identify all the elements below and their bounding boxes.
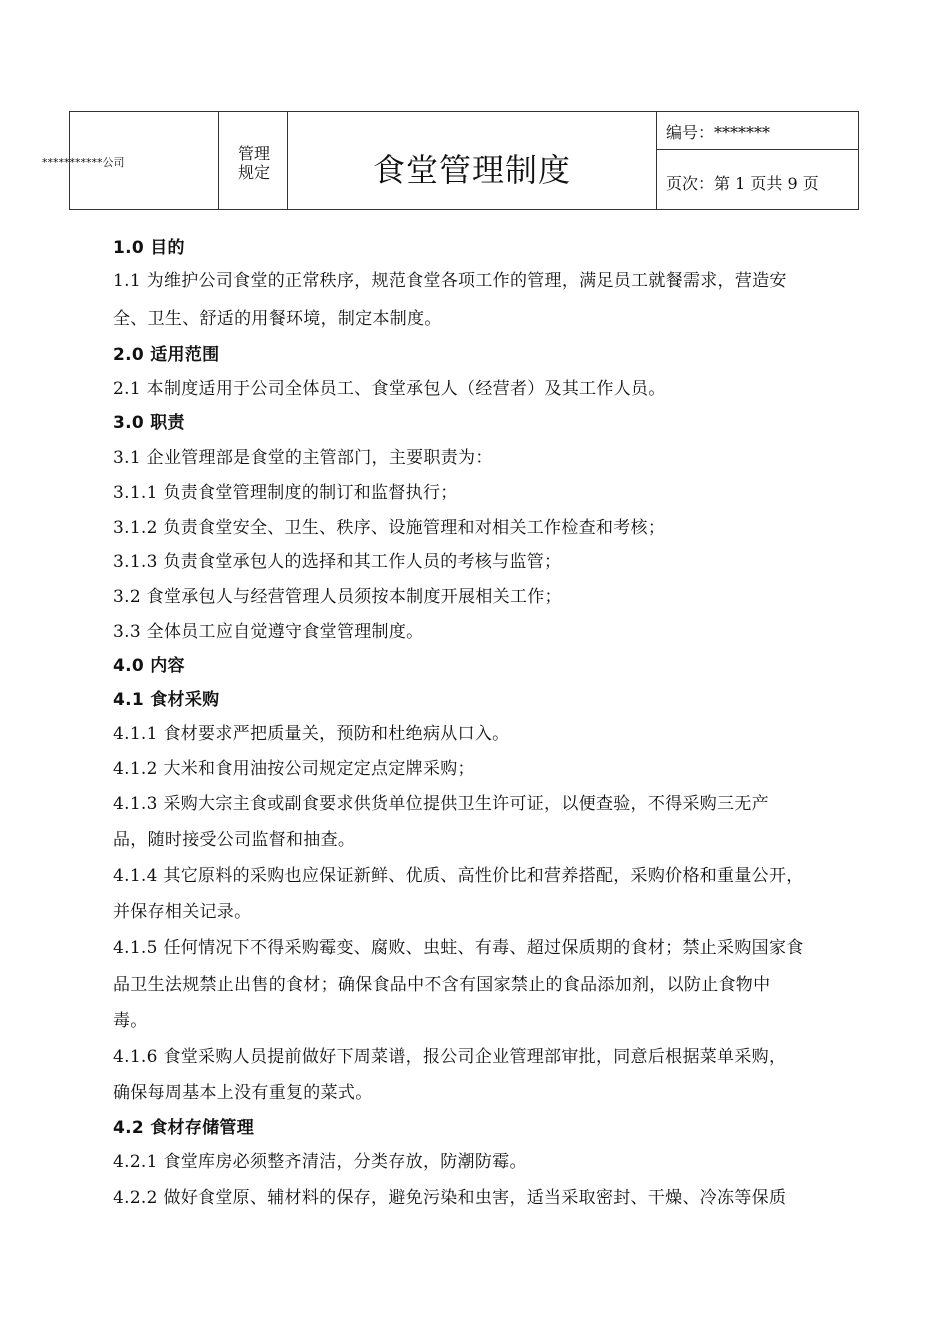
paragraph-line: 毒。 <box>113 1011 148 1031</box>
company-name: ***********公司 <box>42 156 125 169</box>
document-header-table <box>42 111 859 210</box>
title-cell <box>288 112 657 209</box>
page-info-row <box>657 149 858 209</box>
paragraph-line: 3.2 食堂承包人与经营管理人员须按本制度开展相关工作； <box>113 587 562 607</box>
subsection-heading: 4.1 食材采购 <box>113 690 220 710</box>
subsection-heading: 4.2 食材存储管理 <box>113 1118 255 1138</box>
paragraph-line: 4.1.4 其它原料的采购也应保证新鲜、优质、高性价比和营养搭配，采购价格和重量公开， <box>113 866 804 886</box>
paragraph-line: 3.1 企业管理部是食堂的主管部门，主要职责为： <box>113 448 493 468</box>
document-title: 食堂管理制度 <box>372 151 571 189</box>
paragraph-line: 2.1 本制度适用于公司全体员工、食堂承包人（经营者）及其工作人员。 <box>113 379 666 399</box>
section-heading: 3.0 职责 <box>113 413 185 433</box>
paragraph-line: 3.1.2 负责食堂安全、卫生、秩序、设施管理和对相关工作检查和考核； <box>113 518 666 538</box>
paragraph-line: 1.1 为维护公司食堂的正常秩序，规范食堂各项工作的管理，满足员工就餐需求，营造安 <box>113 271 787 291</box>
section-heading: 4.0 内容 <box>113 656 185 676</box>
paragraph-line: 3.3 全体员工应自觉遵守食堂管理制度。 <box>113 622 424 642</box>
paragraph-line: 品，随时接受公司监督和抽查。 <box>113 830 356 850</box>
paragraph-line: 4.2.2 做好食堂原、辅材料的保存，避免污染和虫害，适当采取密封、干燥、冷冻等保质 <box>113 1188 787 1208</box>
meta-cell <box>657 112 858 209</box>
paragraph-line: 3.1.1 负责食堂管理制度的制订和监督执行； <box>113 483 458 503</box>
paragraph-line: 4.1.3 采购大宗主食或副食要求供货单位提供卫生许可证，以便查验，不得采购三无产 <box>113 794 769 814</box>
document-category <box>234 144 274 182</box>
paragraph-line: 品卫生法规禁止出售的食材；确保食品中不含有国家禁止的食品添加剂，以防止食物中 <box>113 975 771 995</box>
category-line-1: 管理 <box>237 144 270 163</box>
paragraph-line: 3.1.3 负责食堂承包人的选择和其工作人员的考核与监管； <box>113 552 562 572</box>
doc-number-row <box>657 112 858 150</box>
category-line-2: 规定 <box>237 163 270 182</box>
paragraph-line: 4.1.5 任何情况下不得采购霉变、腐败、虫蛀、有毒、超过保质期的食材；禁止采购国家食 <box>113 938 804 958</box>
paragraph-line: 确保每周基本上没有重复的菜式。 <box>113 1083 373 1103</box>
company-cell <box>42 112 219 209</box>
paragraph-line: 全、卫生、舒适的用餐环境，制定本制度。 <box>113 309 442 329</box>
paragraph-line: 4.1.2 大米和食用油按公司规定定点定牌采购； <box>113 759 475 779</box>
category-cell <box>219 112 288 209</box>
page-info: 页次：第 1 页共 9 页 <box>666 174 819 193</box>
paragraph-line: 4.1.1 食材要求严把质量关，预防和杜绝病从口入。 <box>113 724 510 744</box>
document-number: 编号：******* <box>666 123 771 142</box>
section-heading: 1.0 目的 <box>113 238 185 258</box>
paragraph-line: 并保存相关记录。 <box>113 902 252 922</box>
paragraph-line: 4.2.1 食堂库房必须整齐清洁，分类存放，防潮防霉。 <box>113 1152 527 1172</box>
section-heading: 2.0 适用范围 <box>113 345 220 365</box>
paragraph-line: 4.1.6 食堂采购人员提前做好下周菜谱，报公司企业管理部审批，同意后根据菜单采购， <box>113 1047 787 1067</box>
